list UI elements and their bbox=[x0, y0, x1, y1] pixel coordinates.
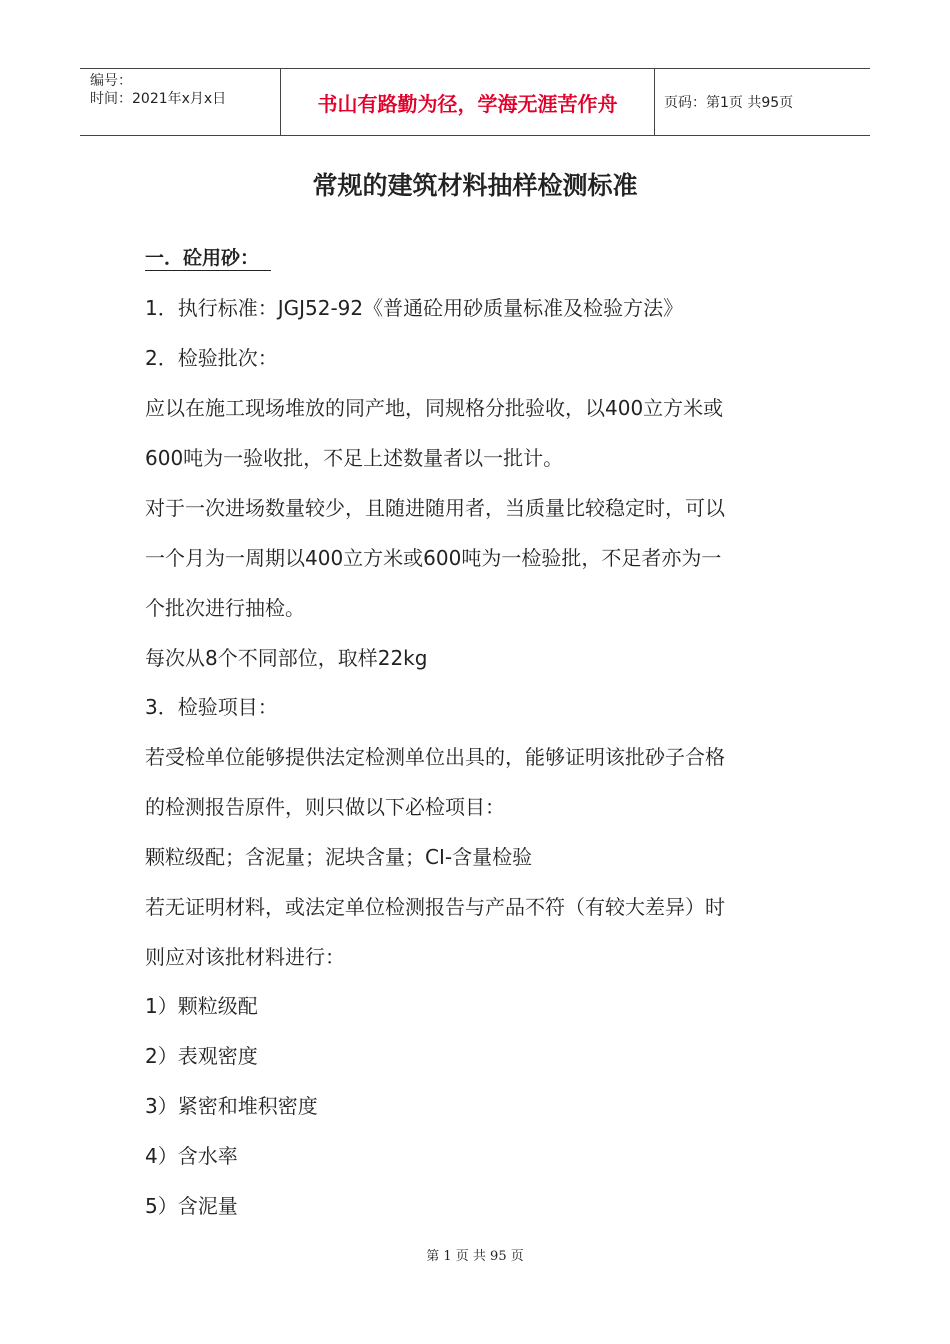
document-title: 常规的建筑材料抽样检测标准 bbox=[312, 171, 638, 200]
list-item: 5）含泥量 bbox=[145, 1194, 238, 1218]
paragraph-line: 对于一次进场数量较少，且随进随用者，当质量比较稳定时，可以 bbox=[145, 496, 725, 520]
paragraph-line: 若无证明材料，或法定单位检测报告与产品不符（有较大差异）时 bbox=[145, 895, 725, 919]
list-item: 2）表观密度 bbox=[145, 1044, 258, 1068]
paragraph-line: 的检测报告原件，则只做以下必检项目： bbox=[145, 795, 505, 819]
header-motto: 书山有路勤为径，学海无涯苦作舟 bbox=[281, 69, 655, 135]
paragraph-line: 1．执行标准：JGJ52-92《普通砼用砂质量标准及检验方法》 bbox=[145, 296, 684, 320]
list-item: 1）颗粒级配 bbox=[145, 994, 258, 1018]
paragraph-line: 每次从8个不同部位，取样22kg bbox=[145, 646, 428, 670]
page-header bbox=[80, 68, 870, 136]
document-number-label: 编号： bbox=[90, 73, 132, 89]
paragraph-line: 个批次进行抽检。 bbox=[145, 596, 305, 620]
paragraph-line: 一个月为一周期以400立方米或600吨为一检验批，不足者亦为一 bbox=[145, 546, 722, 570]
list-item: 4）含水率 bbox=[145, 1144, 238, 1168]
paragraph-line: 颗粒级配；含泥量；泥块含量；CI-含量检验 bbox=[145, 845, 533, 869]
paragraph-line: 应以在施工现场堆放的同产地，同规格分批验收，以400立方米或 bbox=[145, 396, 724, 420]
page-footer: 第 1 页 共 95 页 bbox=[426, 1249, 524, 1264]
paragraph-line: 600吨为一验收批，不足上述数量者以一批计。 bbox=[145, 446, 564, 470]
document-time-label: 时间：2021年x月x日 bbox=[90, 91, 227, 107]
header-meta bbox=[80, 69, 281, 135]
paragraph-line: 3．检验项目： bbox=[145, 695, 278, 719]
paragraph-line: 则应对该批材料进行： bbox=[145, 945, 345, 969]
list-item: 3）紧密和堆积密度 bbox=[145, 1094, 318, 1118]
section-heading-sand: 一．砼用砂： bbox=[145, 246, 271, 271]
header-page-info: 页码：第1页 共95页 bbox=[664, 95, 794, 111]
paragraph-line: 2．检验批次： bbox=[145, 346, 278, 370]
paragraph-line: 若受检单位能够提供法定检测单位出具的，能够证明该批砂子合格 bbox=[145, 745, 725, 769]
